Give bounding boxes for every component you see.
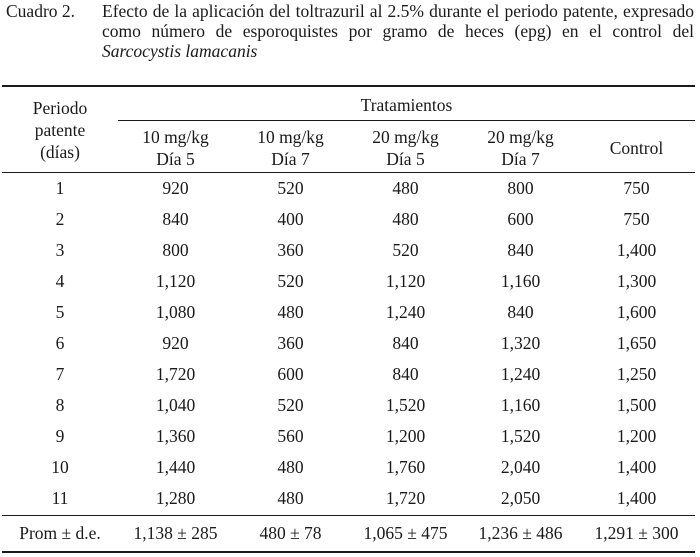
table-cell: 750 [623, 178, 650, 198]
table-cell: 1,300 [616, 271, 657, 291]
table-cell: 1,240 [500, 364, 541, 384]
table-row [0, 297, 700, 328]
table-cell: 520 [277, 178, 304, 198]
group-header: Tratamientos [360, 95, 453, 115]
table-row [0, 235, 700, 266]
table-cell: 1,600 [616, 302, 657, 322]
column-header-4-line-2: Día 7 [501, 149, 540, 169]
table-cell: 1,650 [616, 333, 657, 353]
table-cell: 1,400 [616, 488, 657, 508]
caption-text-italic: Sarcocystis lamacanis [102, 41, 258, 61]
table-cell: 1,200 [616, 426, 657, 446]
column-header-1-line-1: 10 mg/kg [142, 127, 209, 147]
table-cell: 840 [392, 333, 419, 353]
table-cell: 1,200 [385, 426, 426, 446]
table-row [0, 452, 700, 483]
caption-number: Cuadro 2. [6, 1, 76, 21]
table-row [0, 421, 700, 452]
table-cell: 1,360 [155, 426, 196, 446]
row-header-line-3: (días) [40, 142, 80, 162]
table-cell: 840 [162, 209, 189, 229]
table-cell: 1,720 [385, 488, 426, 508]
row-label-cell: 6 [55, 333, 65, 353]
table-cell: 920 [162, 178, 189, 198]
table-cell: 480 [392, 209, 419, 229]
table-cell: 1,500 [616, 395, 657, 415]
table-cell: 840 [507, 302, 534, 322]
row-header [2, 97, 118, 163]
summary-label: Prom ± d.e. [19, 523, 101, 543]
row-label-cell: 9 [55, 426, 65, 446]
table-bottom-rule [2, 551, 695, 553]
row-label-cell: 5 [55, 302, 65, 322]
table-cell: 480 [277, 488, 304, 508]
table-cell: 1,440 [155, 457, 196, 477]
table-cell: 600 [277, 364, 304, 384]
table-caption [6, 1, 694, 61]
row-label-cell: 1 [55, 178, 65, 198]
table-cell: 1,520 [500, 426, 541, 446]
table-cell: 1,400 [616, 240, 657, 260]
table-cell: 360 [277, 240, 304, 260]
summary-cell: 480 ± 78 [259, 523, 322, 543]
table-cell: 480 [277, 457, 304, 477]
table-cell: 1,040 [155, 395, 196, 415]
table-cell: 1,160 [500, 271, 541, 291]
table-cell: 1,720 [155, 364, 196, 384]
caption-text [102, 1, 694, 61]
table-row [0, 359, 700, 390]
table-cell: 1,400 [616, 457, 657, 477]
table-cell: 750 [623, 209, 650, 229]
column-header-3-line-1: 20 mg/kg [372, 127, 439, 147]
table-cell: 560 [277, 426, 304, 446]
table-cell: 800 [507, 178, 534, 198]
column-header-4-line-1: 20 mg/kg [487, 127, 554, 147]
table-cell: 2,050 [500, 488, 541, 508]
column-header-3 [348, 126, 463, 170]
table-cell: 800 [162, 240, 189, 260]
column-header-4 [463, 126, 578, 170]
row-header-line-2: patente [34, 120, 86, 140]
row-label-cell: 7 [55, 364, 65, 384]
row-label-cell: 2 [55, 209, 65, 229]
table-cell: 840 [392, 364, 419, 384]
table-row [0, 390, 700, 421]
table-cell: 1,120 [155, 271, 196, 291]
row-label-cell: 4 [55, 271, 65, 291]
table-cell: 1,160 [500, 395, 541, 415]
table-cell: 1,120 [385, 271, 426, 291]
table-cell: 480 [392, 178, 419, 198]
row-label-cell: 10 [51, 457, 69, 477]
column-header-2-line-1: 10 mg/kg [257, 127, 324, 147]
table-row [0, 483, 700, 514]
column-header-1-line-2: Día 5 [156, 149, 195, 169]
table-cell: 520 [277, 395, 304, 415]
table-row [0, 266, 700, 297]
summary-top-rule [2, 515, 695, 516]
table-cell: 600 [507, 209, 534, 229]
table-cell: 1,240 [385, 302, 426, 322]
row-label-cell: 11 [51, 488, 69, 508]
summary-cell: 1,138 ± 285 [133, 523, 218, 543]
table-cell: 1,520 [385, 395, 426, 415]
summary-row [0, 518, 700, 549]
table-row [0, 173, 700, 204]
table-cell: 480 [277, 302, 304, 322]
row-label-cell: 8 [55, 395, 65, 415]
table-cell: 400 [277, 209, 304, 229]
row-header-line-1: Periodo [32, 98, 88, 118]
table-cell: 1,320 [500, 333, 541, 353]
table-cell: 1,080 [155, 302, 196, 322]
column-header-2 [233, 126, 348, 170]
summary-cell: 1,291 ± 300 [594, 523, 679, 543]
table-cell: 1,760 [385, 457, 426, 477]
table-top-rule [2, 85, 695, 87]
table-cell: 520 [277, 271, 304, 291]
table-cell: 2,040 [500, 457, 541, 477]
summary-cell: 1,236 ± 486 [478, 523, 563, 543]
table-cell: 520 [392, 240, 419, 260]
table-cell: 360 [277, 333, 304, 353]
table-cell: 840 [507, 240, 534, 260]
table-row [0, 328, 700, 359]
table-cell: 1,280 [155, 488, 196, 508]
summary-cell: 1,065 ± 475 [363, 523, 448, 543]
column-header-2-line-2: Día 7 [271, 149, 310, 169]
column-header-5: Control [609, 138, 664, 158]
column-header-1 [118, 126, 233, 170]
table-cell: 920 [162, 333, 189, 353]
row-label-cell: 3 [55, 240, 65, 260]
table-row [0, 204, 700, 235]
group-header-rule [118, 120, 695, 121]
caption-text-main: Efecto de la aplicación del toltrazuril al 2.5% durante el periodo patente, expresado como número de esporoquistes por gramo de heces (epg) en el control del [102, 1, 694, 41]
table-cell: 1,250 [616, 364, 657, 384]
column-header-3-line-2: Día 5 [386, 149, 425, 169]
